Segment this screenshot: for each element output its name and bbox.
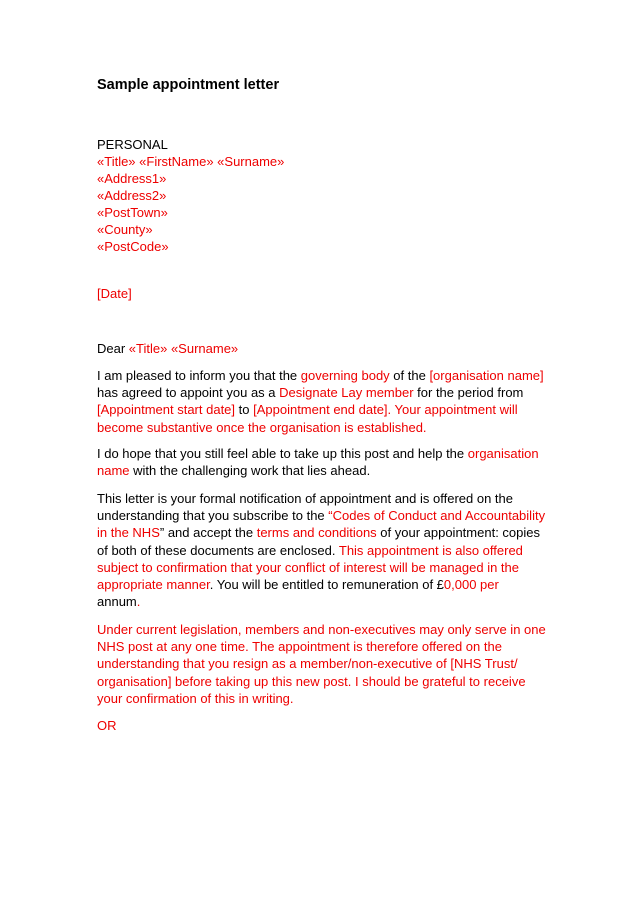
text-run: . You will be entitled to remuneration of £ [209,577,444,593]
recipient-address-block [97,136,284,255]
text-run: I am pleased to inform you that the [97,368,301,383]
post-town-field: «PostTown» [97,205,168,220]
text-run: has agreed to appoint you as a [97,385,280,401]
date-field: [Date] [97,286,132,301]
conflict-of-interest-placeholder: appropriate manner [97,577,210,593]
text-run: ” and accept the [159,525,257,541]
organisation-placeholder: organisation [467,446,539,461]
text-run: understanding that you subscribe to the [97,508,329,524]
legislation-paragraph [97,621,546,707]
paragraph-line [97,507,545,524]
paragraph-line: your confirmation of this in writing. [97,690,294,706]
or-label: OR [97,718,117,733]
personal-label: PERSONAL [97,137,168,152]
salutation [97,340,238,357]
conflict-of-interest-placeholder: This appointment is also offered [338,542,523,558]
county-field: «County» [97,222,153,237]
salutation-dear: Dear [97,341,129,356]
paragraph-line [97,524,545,541]
paragraph-line [97,367,544,384]
paragraph-line [97,542,545,559]
text-run: . [136,594,141,610]
paragraph-line: Under current legislation, members and non-executives may only serve in one [97,622,546,637]
text-run: annum [97,594,137,610]
text-run: with the challenging work that lies ahead. [129,463,371,479]
codes-of-conduct-placeholder: “Codes of Conduct and Accountability [328,508,546,524]
hope-paragraph [97,445,539,479]
text-run: for the period from [413,385,524,401]
paragraph-line: become substantive once the organisation is established. [97,419,427,435]
codes-of-conduct-placeholder: in the NHS [97,525,160,541]
paragraph-line [97,462,539,479]
text-run: of your appointment: copies [376,525,540,541]
paragraph-line [97,576,545,593]
paragraph-line: NHS post at any one time. The appointment is therefore offered on the [97,639,502,655]
text-run: to [235,402,254,418]
paragraph-line: understanding that you resign as a member/non-executive of [NHS Trust/ [97,656,518,672]
letter-title: Sample appointment letter [97,77,280,93]
text-run: of both of these documents are enclosed. [97,542,339,558]
paragraph-line [97,384,544,401]
organisation-name-placeholder: [organisation name] [429,368,544,383]
role-placeholder: Designate Lay member [279,385,414,401]
address1-field: «Address1» [97,171,167,186]
paragraph-line: subject to confirmation that your conflict of interest will be managed in the [97,559,519,575]
organisation-placeholder: name [97,463,130,479]
text-run: I do hope that you still feel able to take up this post and help the [97,446,468,461]
text-run: of the [389,368,430,383]
notification-paragraph [97,490,545,610]
paragraph-line: organisation] before taking up this new post. I should be grateful to receive [97,673,526,689]
governing-body-placeholder: governing body [300,368,390,383]
or-paragraph [97,717,117,734]
end-date-placeholder: [Appointment end date]. Your appointment will [253,402,518,418]
paragraph-line [97,401,544,418]
appointment-paragraph [97,367,544,436]
paragraph-line: This letter is your formal notification of appointment and is offered on the [97,491,513,506]
start-date-placeholder: [Appointment start date] [97,402,236,418]
paragraph-line [97,593,545,610]
post-code-field: «PostCode» [97,239,169,254]
salutation-name-field: «Title» «Surname» [128,341,239,356]
paragraph-line [97,445,539,462]
terms-placeholder: terms and conditions [256,525,377,541]
recipient-name-field: «Title» «FirstName» «Surname» [97,154,285,169]
remuneration-placeholder: 0,000 per [443,577,499,593]
address2-field: «Address2» [97,188,167,203]
